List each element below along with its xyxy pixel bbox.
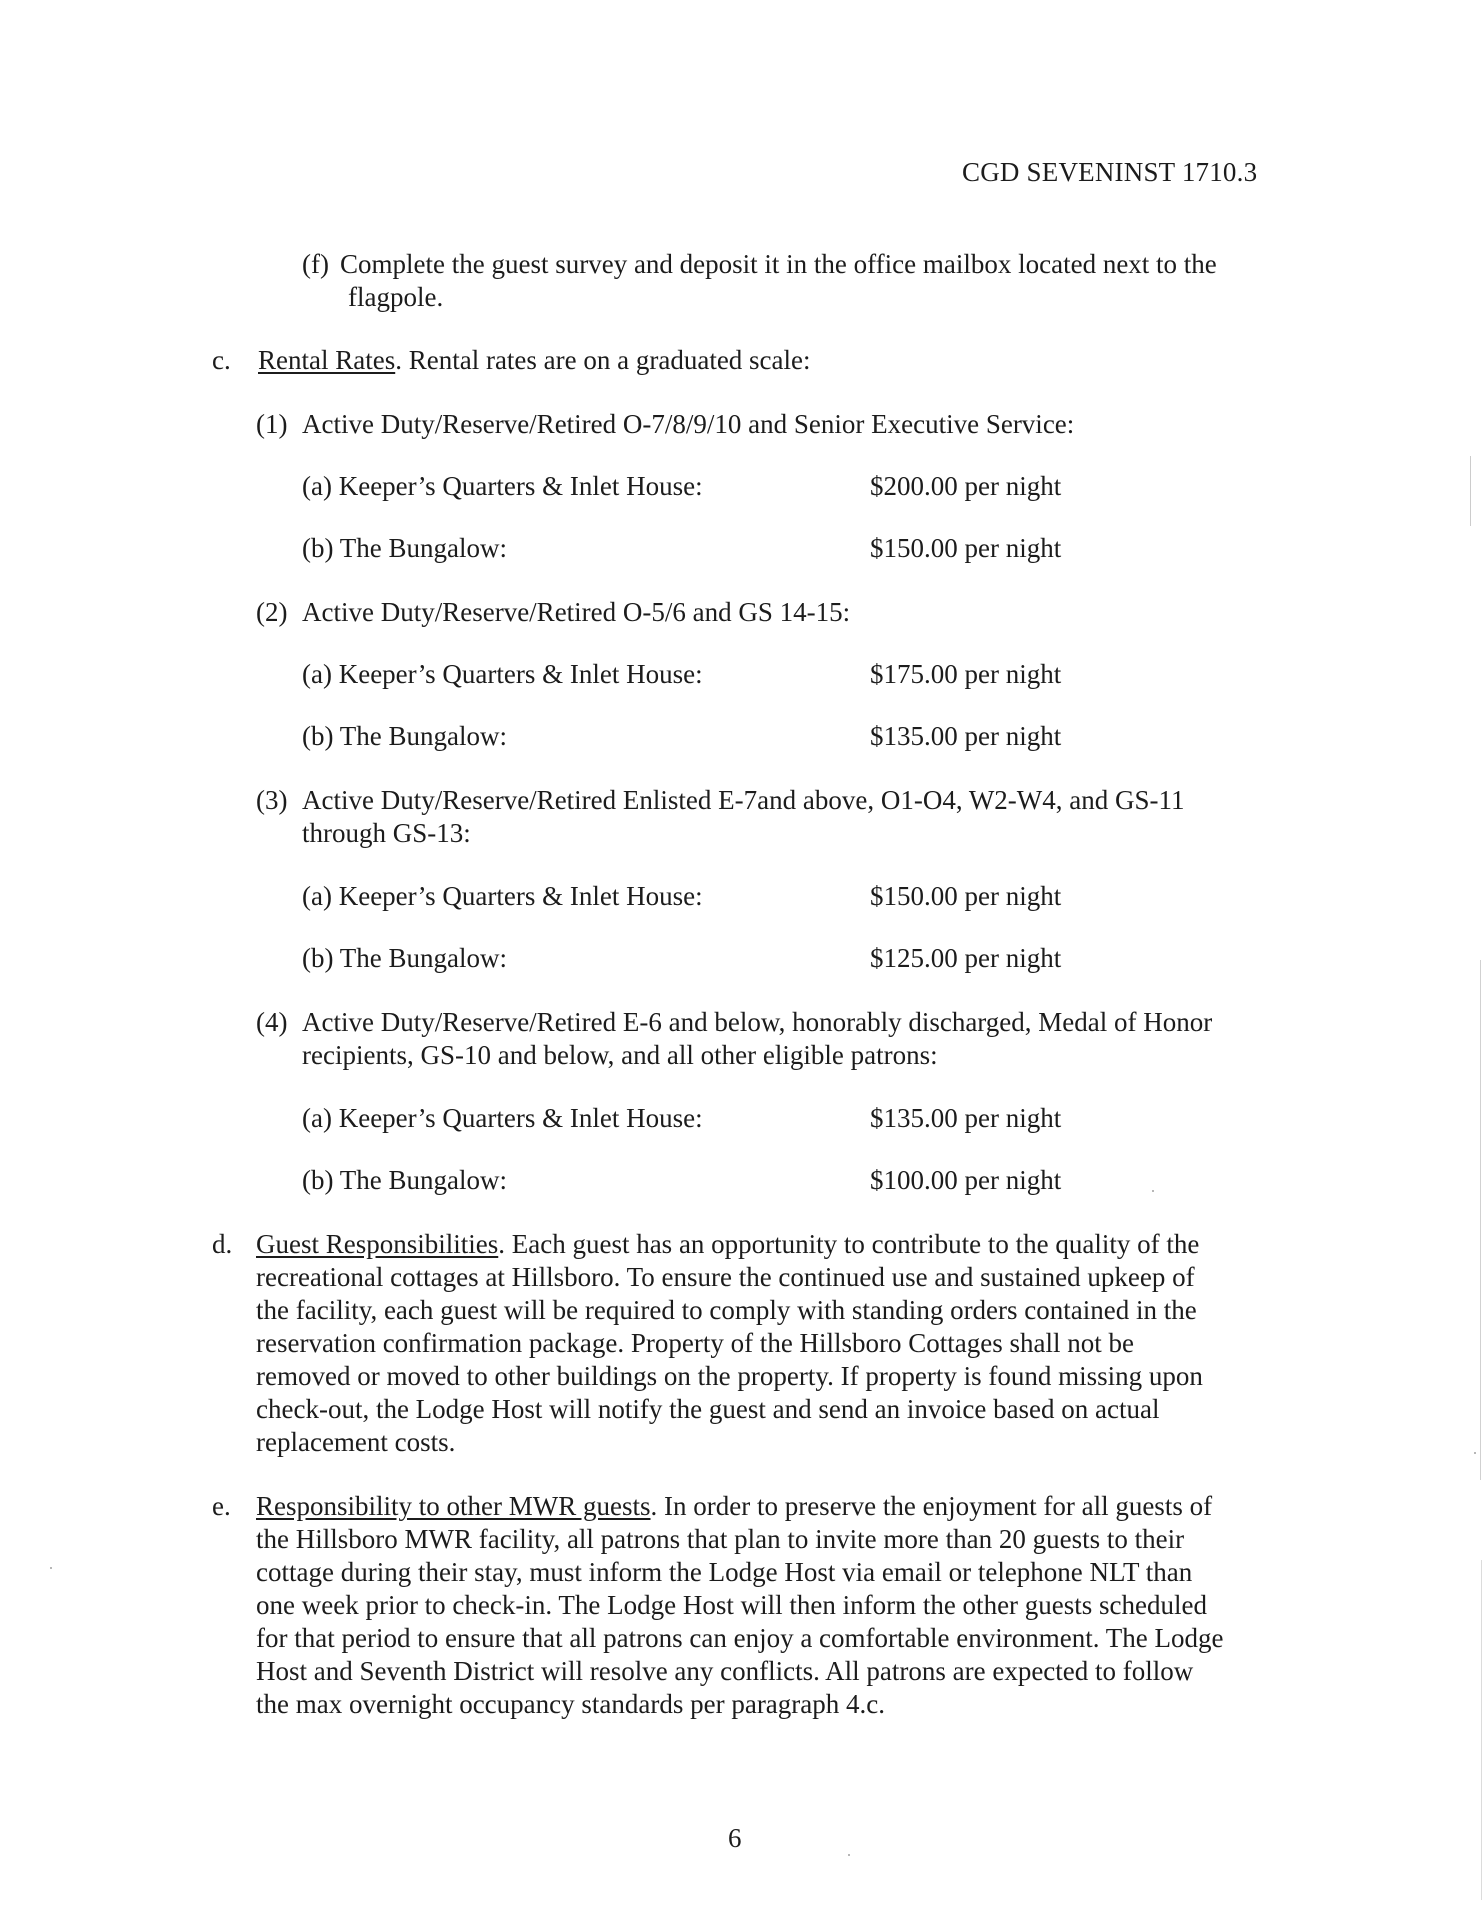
section-d-line-2: recreational cottages at Hillsboro. To ensure the continued use and sustained upkeep of <box>256 1262 1195 1292</box>
tier-2-rate-a-value: $175.00 per night <box>870 659 1062 689</box>
section-d-line-1-text: . Each guest has an opportunity to contribute to the quality of the <box>498 1229 1200 1259</box>
section-d-line-3: the facility, each guest will be required to comply with standing orders contained in the <box>256 1295 1197 1325</box>
tier-1-rate-b-label: (b) The Bungalow: <box>302 533 507 563</box>
section-d-line-4: reservation confirmation package. Property of the Hillsboro Cottages shall not be <box>256 1328 1135 1358</box>
tier-3-line-2: through GS-13: <box>302 818 471 848</box>
section-e-line-6: Host and Seventh District will resolve any conflicts. All patrons are expected to follow <box>256 1656 1194 1686</box>
section-c-paragraph <box>258 344 811 377</box>
scan-artifact-dot <box>1474 1452 1476 1454</box>
tier-4-line-1: Active Duty/Reserve/Retired E-6 and below, honorably discharged, Medal of Honor <box>302 1007 1213 1037</box>
tier-1-rate-a-value: $200.00 per night <box>870 471 1062 501</box>
scan-artifact-line <box>1470 456 1471 526</box>
section-e-heading: Responsibility to other MWR guests <box>256 1491 651 1521</box>
tier-2-rate-a-label: (a) Keeper’s Quarters & Inlet House: <box>302 659 703 689</box>
tier-3-rate-a-value: $150.00 per night <box>870 881 1062 911</box>
tier-3-rate-a-label: (a) Keeper’s Quarters & Inlet House: <box>302 881 703 911</box>
tier-1-rate-b-value: $150.00 per night <box>870 533 1062 563</box>
section-d-heading: Guest Responsibilities <box>256 1229 499 1259</box>
section-e-line-3: cottage during their stay, must inform the Lodge Host via email or telephone NLT than <box>256 1557 1193 1587</box>
section-e-line-5: for that period to ensure that all patrons can enjoy a comfortable environment. The Lodge <box>256 1623 1224 1653</box>
section-e-line-2: the Hillsboro MWR facility, all patrons that plan to invite more than 20 guests to their <box>256 1524 1185 1554</box>
tier-4-marker: (4) <box>256 1007 288 1037</box>
section-e-line-1-text: . In order to preserve the enjoyment for all guests of <box>650 1491 1213 1521</box>
tier-2-marker: (2) <box>256 597 288 627</box>
tier-2-rate-b-label: (b) The Bungalow: <box>302 721 507 751</box>
item-f-line-1: Complete the guest survey and deposit it in the office mailbox located next to the <box>340 249 1217 279</box>
section-d-marker: d. <box>212 1229 233 1259</box>
tier-4-rate-a-value: $135.00 per night <box>870 1103 1062 1133</box>
tier-4-rate-b-value: $100.00 per night <box>870 1165 1062 1195</box>
item-f-line-2: flagpole. <box>348 282 444 312</box>
tier-1-marker: (1) <box>256 409 288 439</box>
scan-artifact-line <box>1480 960 1481 1480</box>
document-id: CGD SEVENINST 1710.3 <box>962 157 1258 187</box>
section-c-marker: c. <box>212 345 231 375</box>
scan-artifact-dot <box>1152 1190 1154 1192</box>
tier-3-marker: (3) <box>256 785 288 815</box>
section-d-line-1 <box>256 1228 1199 1261</box>
section-c-text: . Rental rates are on a graduated scale: <box>395 345 811 375</box>
tier-3-rate-b-value: $125.00 per night <box>870 943 1062 973</box>
section-d-line-6: check-out, the Lodge Host will notify the guest and send an invoice based on actual <box>256 1394 1160 1424</box>
page-number: 6 <box>728 1823 742 1853</box>
tier-2-rate-b-value: $135.00 per night <box>870 721 1062 751</box>
section-e-marker: e. <box>212 1491 231 1521</box>
tier-4-rate-b-label: (b) The Bungalow: <box>302 1165 507 1195</box>
section-c-heading: Rental Rates <box>258 345 396 375</box>
tier-2-line-1: Active Duty/Reserve/Retired O-5/6 and GS 14-15: <box>302 597 851 627</box>
scan-artifact-dot <box>50 1567 52 1569</box>
tier-1-line-1: Active Duty/Reserve/Retired O-7/8/9/10 and Senior Executive Service: <box>302 409 1075 439</box>
section-d-line-5: removed or moved to other buildings on the property. If property is found missing upon <box>256 1361 1203 1391</box>
section-d-line-7: replacement costs. <box>256 1427 456 1457</box>
tier-4-line-2: recipients, GS-10 and below, and all other eligible patrons: <box>302 1040 938 1070</box>
tier-1-rate-a-label: (a) Keeper’s Quarters & Inlet House: <box>302 471 703 501</box>
scan-artifact-line <box>1481 1560 1482 1900</box>
section-e-line-7: the max overnight occupancy standards per paragraph 4.c. <box>256 1689 886 1719</box>
section-e-line-1 <box>256 1490 1212 1523</box>
tier-3-rate-b-label: (b) The Bungalow: <box>302 943 507 973</box>
scan-artifact-dot <box>848 1854 850 1856</box>
item-f-marker: (f) <box>302 249 329 279</box>
tier-3-line-1: Active Duty/Reserve/Retired Enlisted E-7and above, O1-O4, W2-W4, and GS-11 <box>302 785 1185 815</box>
tier-4-rate-a-label: (a) Keeper’s Quarters & Inlet House: <box>302 1103 703 1133</box>
section-e-line-4: one week prior to check-in. The Lodge Host will then inform the other guests scheduled <box>256 1590 1207 1620</box>
